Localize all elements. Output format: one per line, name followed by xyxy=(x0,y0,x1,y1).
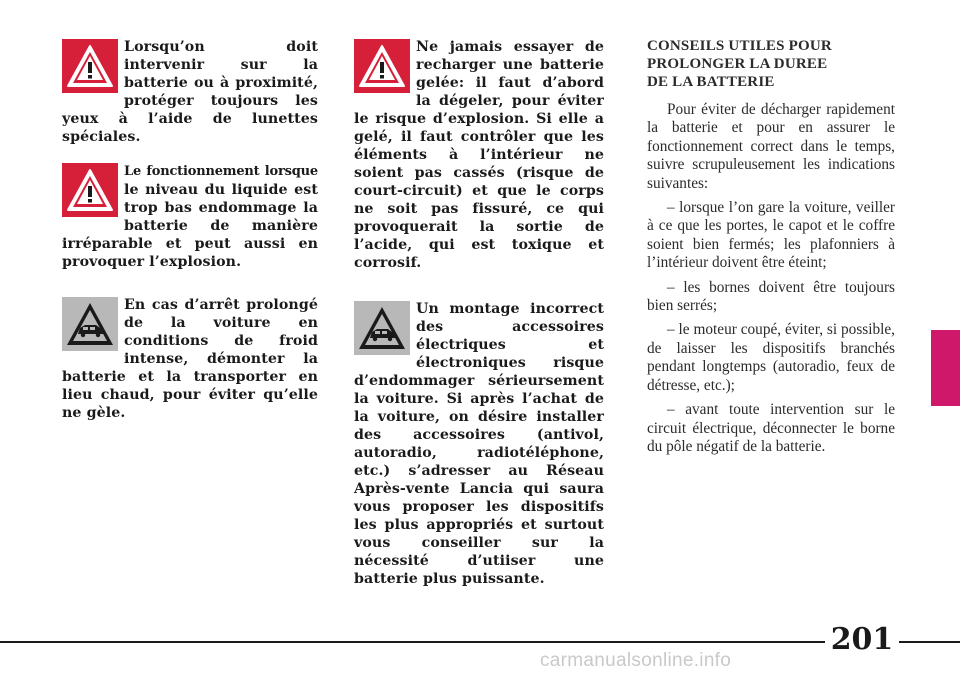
section-side-tab xyxy=(931,330,960,406)
column-right xyxy=(647,37,895,462)
paragraph-terminals: – les bornes doivent être toujours bien serrés; xyxy=(647,278,895,315)
heading-line-2: PROLONGER LA DUREE xyxy=(647,56,828,72)
heading-line-1: CONSEILS UTILES POUR xyxy=(647,38,832,54)
warning-block-low-liquid xyxy=(62,162,318,296)
warning-triangle-icon xyxy=(62,39,118,93)
warning-triangle-icon xyxy=(354,39,410,93)
column-middle xyxy=(354,38,604,588)
paragraph-intro: Pour éviter de décharger rapidement la batterie et pour en assurer le fonctionnement correct dans le temps, suivre scrupuleusement les indications suivantes: xyxy=(647,101,895,192)
warning-block-accessories xyxy=(354,300,604,588)
paragraph-doors-closed: – lorsque l’on gare la voiture, veiller à ce que les portes, le capot et le coffre soient bien fermés; les plafonniers à l’intérieur doivent être éteint; xyxy=(647,199,895,272)
watermark-text: carmanualsonline.info xyxy=(540,650,732,671)
warning-text-cold-storage: En cas d’arrêt prolongé de la voiture en conditions de froid intense, démonter la batterie et la transporter en lieu chaud, pour éviter qu’elle ne gèle. xyxy=(62,297,318,421)
paragraph-engine-off: – le moteur coupé, éviter, si possible, de laisser les dispositifs branchés pendant longtemps (autoradio, feux de détresse, etc.); xyxy=(647,321,895,394)
warning-block-eye-protection xyxy=(62,38,318,158)
warning-text-accessories: Un montage incorrect des accessoires électriques et électroniques risque d’endommager sérieursement la voiture. Si après l’achat de la voiture, on désire installer des accessoires (antivol, autoradio, radiotéléphone, etc.) s’adresser au Réseau Après-vente Lancia qui saura vous proposer les dispositifs les plus appropriés et surtout vous conseiller sur la nécessité d’utiiser une batterie plus puissante. xyxy=(354,301,604,587)
car-triangle-icon xyxy=(62,297,118,351)
car-triangle-icon xyxy=(354,301,410,355)
warning-text-frozen-battery: Ne jamais essayer de recharger une batterie gelée: il faut d’abord la dégeler, pour éviter le risque d’explosion. Si elle a gelé, il faut contrôler que les éléments à l’intérieur ne soient pas cassés (risque de court-circuit) et que le corps ne soit pas fissuré, ce qui provoquerait la sortie de l’acide, qui est toxique et corrosif. xyxy=(354,39,604,271)
warning-text-low-liquid-lead: Le fonctionnement lorsque xyxy=(124,164,318,179)
section-heading xyxy=(647,37,895,91)
heading-line-3: DE LA BATTERIE xyxy=(647,74,775,90)
paragraph-disconnect: – avant toute intervention sur le circuit électrique, déconnecter le borne du pôle négatif de la batterie. xyxy=(647,401,895,455)
warning-block-cold-storage xyxy=(62,296,318,422)
page-number: 201 xyxy=(825,620,899,660)
warning-triangle-icon xyxy=(62,163,118,217)
warning-text-eye-protection: Lorsqu’on doit intervenir sur la batterie ou à proximité, protéger toujours les yeux à l’aide de lunettes spéciales. xyxy=(62,39,318,145)
warning-text-low-liquid-rest: le niveau du liquide est trop bas endommage la batterie de manière irréparable et peut aussi en provoquer l’explosion. xyxy=(62,182,318,270)
footer-rule xyxy=(0,641,960,643)
column-left xyxy=(62,38,318,422)
warning-block-frozen-battery xyxy=(354,38,604,300)
